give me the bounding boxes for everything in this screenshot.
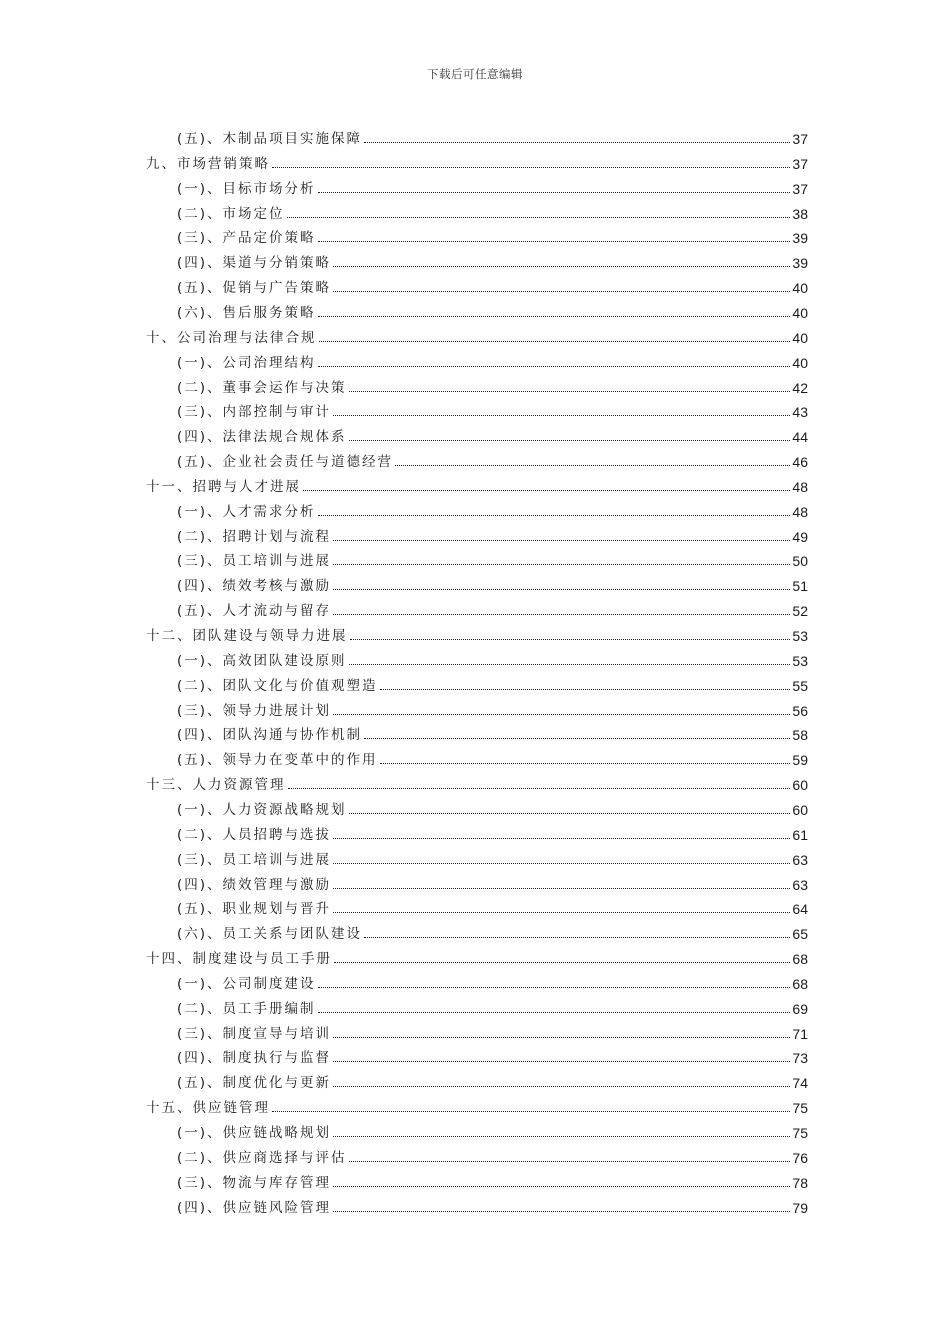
toc-dot-leader (349, 439, 791, 441)
toc-entry-title: (五)、促销与广告策略 (177, 280, 332, 297)
toc-entry-title: 十三、人力资源管理 (146, 777, 286, 794)
toc-entry-page-number: 60 (792, 801, 808, 818)
toc-entry-page-number: 51 (792, 578, 808, 595)
toc-entry[interactable] (177, 871, 808, 893)
toc-dot-leader (318, 315, 791, 317)
toc-entry-page-number: 61 (792, 826, 808, 843)
toc-entry-page-number: 50 (792, 553, 808, 570)
toc-dot-leader (333, 887, 790, 889)
toc-entry[interactable] (177, 846, 808, 868)
toc-entry-page-number: 40 (792, 329, 808, 346)
toc-entry-title: (六)、售后服务策略 (177, 304, 316, 321)
toc-entry-page-number: 43 (792, 404, 808, 421)
toc-entry-page-number: 53 (792, 652, 808, 669)
toc-entry[interactable] (177, 647, 808, 669)
toc-dot-leader (333, 1036, 790, 1038)
toc-entry[interactable] (177, 1169, 808, 1191)
toc-entry[interactable] (177, 498, 808, 520)
toc-entry-page-number: 40 (792, 354, 808, 371)
toc-entry-page-number: 65 (792, 926, 808, 943)
toc-entry[interactable] (177, 1119, 808, 1141)
toc-entry[interactable] (177, 1044, 808, 1066)
toc-entry[interactable] (177, 175, 808, 197)
toc-entry-page-number: 38 (792, 205, 808, 222)
toc-entry-page-number: 48 (792, 478, 808, 495)
toc-entry-page-number: 55 (792, 677, 808, 694)
toc-entry-title: (六)、员工关系与团队建设 (177, 926, 363, 943)
toc-entry-title: (四)、绩效考核与激励 (177, 578, 332, 595)
toc-entry-title: (二)、供应商选择与评估 (177, 1149, 347, 1166)
toc-entry[interactable] (146, 324, 808, 346)
toc-entry[interactable] (177, 672, 808, 694)
toc-dot-leader (318, 986, 791, 988)
toc-entry-title: (二)、董事会运作与决策 (177, 379, 347, 396)
toc-entry-page-number: 68 (792, 975, 808, 992)
toc-entry[interactable] (177, 398, 808, 420)
toc-dot-leader (333, 539, 790, 541)
toc-entry-page-number: 59 (792, 752, 808, 769)
toc-dot-leader (349, 1160, 791, 1162)
toc-entry-page-number: 63 (792, 876, 808, 893)
toc-entry-title: 十五、供应链管理 (146, 1100, 270, 1117)
toc-entry[interactable] (177, 374, 808, 396)
toc-entry-title: (四)、供应链风险管理 (177, 1199, 332, 1216)
toc-entry-title: (一)、供应链战略规划 (177, 1125, 332, 1141)
toc-dot-leader (333, 1085, 790, 1087)
toc-entry[interactable] (177, 1194, 808, 1216)
toc-entry-page-number: 56 (792, 702, 808, 719)
toc-entry[interactable] (177, 249, 808, 271)
toc-entry[interactable] (177, 200, 808, 222)
toc-entry[interactable] (177, 895, 808, 917)
toc-entry-title: (四)、制度执行与监督 (177, 1050, 332, 1067)
toc-entry[interactable] (177, 1144, 808, 1166)
toc-dot-leader (333, 837, 790, 839)
toc-entry[interactable] (177, 299, 808, 321)
toc-entry-title: (三)、领导力进展计划 (177, 702, 332, 719)
toc-dot-leader (364, 141, 790, 143)
toc-entry[interactable] (177, 970, 808, 992)
toc-entry-title: (四)、团队沟通与协作机制 (177, 727, 363, 744)
toc-entry[interactable] (177, 1020, 808, 1042)
toc-entry-title: (三)、制度宣导与培训 (177, 1025, 332, 1042)
toc-dot-leader (272, 166, 790, 168)
toc-entry-title: (四)、渠道与分销策略 (177, 255, 332, 272)
toc-entry-page-number: 52 (792, 603, 808, 620)
toc-dot-leader (333, 290, 790, 292)
page-header: 下载后可任意编辑 (427, 67, 523, 81)
toc-entry-page-number: 37 (792, 155, 808, 172)
toc-entry[interactable] (177, 224, 808, 246)
toc-entry-page-number: 63 (792, 851, 808, 868)
toc-entry[interactable] (146, 1094, 808, 1116)
toc-dot-leader (333, 713, 790, 715)
toc-dot-leader (333, 563, 790, 565)
toc-entry[interactable] (177, 523, 808, 545)
toc-dot-leader (303, 489, 790, 491)
toc-entry[interactable] (146, 473, 808, 495)
toc-dot-leader (333, 588, 790, 590)
toc-entry[interactable] (177, 423, 808, 445)
toc-entry-title: (五)、木制品项目实施保障 (177, 131, 363, 147)
toc-dot-leader (272, 1110, 790, 1112)
toc-entry-page-number: 75 (792, 1100, 808, 1117)
toc-dot-leader (318, 514, 791, 516)
toc-dot-leader (350, 638, 791, 640)
toc-entry-title: (五)、职业规划与晋升 (177, 901, 332, 918)
toc-entry-title: (二)、人员招聘与选拔 (177, 826, 332, 843)
toc-entry-title: 九、市场营销策略 (146, 155, 270, 172)
toc-entry-page-number: 60 (792, 777, 808, 794)
toc-entry[interactable] (177, 796, 808, 818)
toc-entry[interactable] (177, 697, 808, 719)
toc-entry[interactable] (177, 125, 808, 147)
toc-entry[interactable] (177, 274, 808, 296)
toc-entry-page-number: 68 (792, 951, 808, 968)
toc-dot-leader (333, 265, 790, 267)
toc-dot-leader (349, 812, 791, 814)
toc-entry-title: (五)、人才流动与留存 (177, 603, 332, 620)
toc-dot-leader (318, 365, 791, 367)
toc-dot-leader (333, 1210, 790, 1212)
toc-entry-title: (一)、目标市场分析 (177, 180, 316, 197)
toc-entry-title: (一)、高效团队建设原则 (177, 652, 347, 669)
toc-entry-title: (二)、员工手册编制 (177, 1000, 316, 1017)
toc-entry-title: (二)、市场定位 (177, 205, 285, 222)
toc-entry-title: (五)、制度优化与更新 (177, 1075, 332, 1092)
toc-entry-page-number: 75 (792, 1125, 808, 1141)
toc-entry-page-number: 37 (792, 180, 808, 197)
toc-entry-page-number: 73 (792, 1050, 808, 1067)
toc-entry-page-number: 78 (792, 1174, 808, 1191)
toc-entry-page-number: 46 (792, 454, 808, 471)
toc-entry-title: (一)、公司制度建设 (177, 975, 316, 992)
toc-dot-leader (318, 240, 791, 242)
toc-dot-leader (333, 911, 790, 913)
toc-entry-page-number: 39 (792, 255, 808, 272)
toc-entry-title: (二)、团队文化与价值观塑造 (177, 677, 378, 694)
toc-entry-title: (一)、公司治理结构 (177, 354, 316, 371)
toc-entry-page-number: 49 (792, 528, 808, 545)
toc-entry[interactable] (177, 746, 808, 768)
toc-entry-page-number: 39 (792, 230, 808, 247)
toc-entry[interactable] (177, 821, 808, 843)
toc-entry-title: (三)、内部控制与审计 (177, 404, 332, 421)
toc-dot-leader (333, 1135, 790, 1137)
toc-dot-leader (333, 613, 790, 615)
toc-entry-page-number: 48 (792, 503, 808, 520)
toc-dot-leader (364, 737, 790, 739)
toc-entry[interactable] (177, 721, 808, 743)
toc-entry-page-number: 74 (792, 1075, 808, 1092)
toc-entry-page-number: 53 (792, 628, 808, 644)
toc-entry-title: (一)、人力资源战略规划 (177, 801, 347, 818)
toc-entry-page-number: 64 (792, 901, 808, 918)
toc-dot-leader (334, 961, 790, 963)
toc-entry[interactable] (177, 995, 808, 1017)
toc-dot-leader (380, 688, 791, 690)
toc-dot-leader (333, 1185, 790, 1187)
toc-entry-page-number: 58 (792, 727, 808, 744)
toc-entry-page-number: 76 (792, 1149, 808, 1166)
toc-entry[interactable] (177, 572, 808, 594)
toc-dot-leader (319, 340, 791, 342)
toc-entry[interactable] (177, 547, 808, 569)
toc-entry-title: (三)、员工培训与进展 (177, 553, 332, 570)
toc-entry-page-number: 71 (792, 1025, 808, 1042)
toc-entry-page-number: 40 (792, 280, 808, 297)
toc-dot-leader (333, 1060, 790, 1062)
toc-entry-page-number: 44 (792, 429, 808, 446)
toc-entry[interactable] (146, 771, 808, 793)
toc-dot-leader (364, 936, 790, 938)
toc-entry-page-number: 42 (792, 379, 808, 396)
toc-entry-title: (三)、产品定价策略 (177, 230, 316, 247)
toc-entry-title: (四)、绩效管理与激励 (177, 876, 332, 893)
toc-entry[interactable] (177, 349, 808, 371)
toc-entry-title: (一)、人才需求分析 (177, 503, 316, 520)
toc-dot-leader (333, 414, 790, 416)
toc-dot-leader (349, 663, 791, 665)
toc-entry[interactable] (146, 945, 808, 967)
toc-entry-title: 十一、招聘与人才进展 (146, 478, 301, 495)
toc-dot-leader (380, 762, 791, 764)
toc-entry-title: 十、公司治理与法律合规 (146, 329, 317, 346)
toc-entry-title: (五)、企业社会责任与道德经营 (177, 454, 394, 471)
toc-entry[interactable] (177, 1069, 808, 1091)
toc-entry-page-number: 79 (792, 1199, 808, 1216)
toc-entry-page-number: 37 (792, 131, 808, 147)
toc-entry-title: (三)、员工培训与进展 (177, 851, 332, 868)
toc-entry-title: (五)、领导力在变革中的作用 (177, 752, 378, 769)
toc-entry-title: (四)、法律法规合规体系 (177, 429, 347, 446)
toc-dot-leader (318, 191, 791, 193)
toc-entry-title: (二)、招聘计划与流程 (177, 528, 332, 545)
toc-entry[interactable] (177, 597, 808, 619)
toc-entry-title: (三)、物流与库存管理 (177, 1174, 332, 1191)
toc-dot-leader (395, 464, 790, 466)
toc-entry-title: 十二、团队建设与领导力进展 (146, 628, 348, 644)
toc-entry-page-number: 69 (792, 1000, 808, 1017)
toc-dot-leader (349, 390, 791, 392)
toc-entry[interactable] (177, 448, 808, 470)
toc-dot-leader (287, 216, 791, 218)
toc-entry[interactable] (146, 622, 808, 644)
toc-entry-title: 十四、制度建设与员工手册 (146, 951, 332, 968)
toc-entry-page-number: 40 (792, 304, 808, 321)
toc-entry[interactable] (177, 920, 808, 942)
toc-dot-leader (333, 862, 790, 864)
toc-entry[interactable] (146, 150, 808, 172)
toc-dot-leader (288, 787, 791, 789)
toc-dot-leader (318, 1011, 791, 1013)
